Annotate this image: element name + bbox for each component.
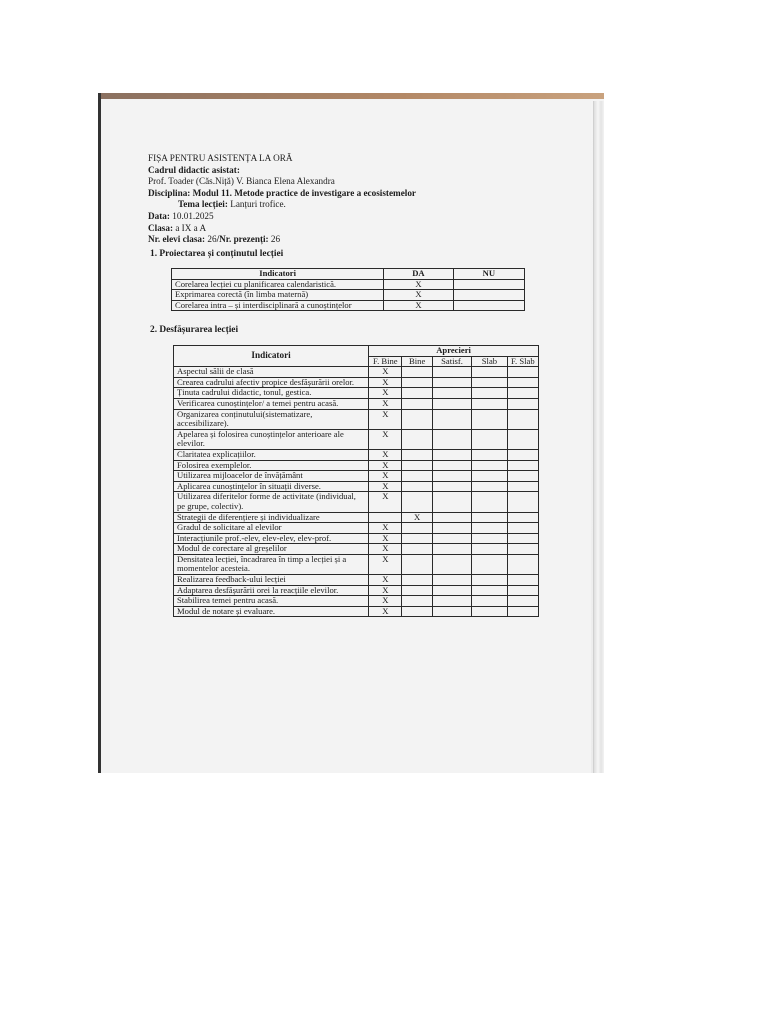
indicator-cell: Strategii de diferențiere și individualizare xyxy=(174,512,369,523)
students-value: 26 xyxy=(207,234,217,245)
mark-cell xyxy=(402,492,432,512)
students-label: Nr. elevi clasa: xyxy=(148,234,206,245)
mark-cell xyxy=(369,512,402,523)
mark-cell xyxy=(507,429,538,449)
nu-cell xyxy=(453,290,524,301)
theme-value: Lanțuri trofice. xyxy=(230,199,286,210)
mark-cell xyxy=(432,544,471,555)
mark-cell xyxy=(432,460,471,471)
indicator-cell: Stabilirea temei pentru acasă. xyxy=(174,596,369,607)
indicator-cell: Verificarea cunoștințelor/ a temei pentru acasă. xyxy=(174,398,369,409)
mark-cell: X xyxy=(369,398,402,409)
mark-cell xyxy=(472,471,507,482)
mark-cell xyxy=(507,533,538,544)
section1-col-nu: NU xyxy=(453,269,524,280)
mark-cell: X xyxy=(369,585,402,596)
indicator-cell: Apelarea și folosirea cunoștințelor anterioare ale elevilor. xyxy=(174,429,369,449)
mark-cell xyxy=(432,481,471,492)
date-line xyxy=(148,211,416,223)
section2-row xyxy=(174,429,539,449)
mark-cell xyxy=(402,554,432,574)
mark-cell xyxy=(432,533,471,544)
section1-col-indicatori: Indicatori xyxy=(172,269,384,280)
mark-cell: X xyxy=(369,575,402,586)
section2-row xyxy=(174,544,539,555)
mark-cell xyxy=(432,512,471,523)
section1-header-row xyxy=(172,269,525,280)
indicator-cell: Organizarea conținutului(sistematizare, accesibilizare). xyxy=(174,409,369,429)
mark-cell xyxy=(472,367,507,378)
mark-cell: X xyxy=(369,596,402,607)
mark-cell xyxy=(507,492,538,512)
mark-cell xyxy=(402,471,432,482)
date-label: Data: xyxy=(148,210,170,221)
mark-cell xyxy=(472,554,507,574)
da-cell: X xyxy=(384,279,453,290)
mark-cell xyxy=(507,377,538,388)
mark-cell: X xyxy=(369,471,402,482)
mark-cell xyxy=(507,544,538,555)
discipline-value: Modul 11. Metode practice de investigare a ecosistemelor xyxy=(192,187,417,198)
mark-cell xyxy=(432,388,471,399)
mark-cell xyxy=(402,575,432,586)
section2-header-row-1 xyxy=(174,346,539,357)
mark-cell xyxy=(432,554,471,574)
mark-cell xyxy=(507,606,538,617)
nu-cell xyxy=(453,300,524,311)
discipline-line xyxy=(148,188,416,200)
mark-cell xyxy=(432,596,471,607)
mark-cell xyxy=(472,596,507,607)
mark-cell: X xyxy=(369,523,402,534)
indicator-cell: Gradul de solicitare al elevilor xyxy=(174,523,369,534)
mark-cell: X xyxy=(369,492,402,512)
da-cell: X xyxy=(384,290,453,301)
mark-cell xyxy=(507,388,538,399)
mark-cell xyxy=(507,398,538,409)
mark-cell xyxy=(472,544,507,555)
mark-cell xyxy=(472,585,507,596)
mark-cell xyxy=(432,449,471,460)
mark-cell xyxy=(432,377,471,388)
mark-cell xyxy=(472,449,507,460)
form-title: FIȘA PENTRU ASISTENȚA LA ORĂ xyxy=(148,153,293,163)
mark-cell xyxy=(402,409,432,429)
mark-cell xyxy=(432,471,471,482)
mark-cell: X xyxy=(369,429,402,449)
indicator-cell: Corelarea intra – și interdisciplinară a cunoștințelor xyxy=(172,300,384,311)
mark-cell xyxy=(432,492,471,512)
rating-satisf: Satisf. xyxy=(432,356,471,367)
mark-cell xyxy=(472,429,507,449)
document-photo xyxy=(98,93,604,773)
section2-row xyxy=(174,596,539,607)
section2-row xyxy=(174,449,539,460)
mark-cell xyxy=(402,377,432,388)
mark-cell xyxy=(402,606,432,617)
rating-bine: Bine xyxy=(402,356,432,367)
mark-cell xyxy=(402,585,432,596)
indicator-cell: Modul de corectare al greșelilor xyxy=(174,544,369,555)
section2-row xyxy=(174,585,539,596)
mark-cell xyxy=(472,377,507,388)
indicator-cell: Aspectul sălii de clasă xyxy=(174,367,369,378)
mark-cell xyxy=(402,388,432,399)
mark-cell xyxy=(432,367,471,378)
mark-cell xyxy=(472,388,507,399)
indicator-cell: Interacțiunile prof.-elev, elev-elev, elev-prof. xyxy=(174,533,369,544)
indicator-cell: Aplicarea cunoștințelor în situații diverse. xyxy=(174,481,369,492)
section2-row xyxy=(174,533,539,544)
mark-cell xyxy=(507,367,538,378)
indicator-cell: Crearea cadrului afectiv propice desfășurării orelor. xyxy=(174,377,369,388)
section2-row xyxy=(174,377,539,388)
mark-cell xyxy=(472,533,507,544)
mark-cell xyxy=(402,544,432,555)
section1-row xyxy=(172,279,525,290)
indicator-cell: Folosirea exemplelor. xyxy=(174,460,369,471)
da-cell: X xyxy=(384,300,453,311)
section2-row xyxy=(174,471,539,482)
nu-cell xyxy=(453,279,524,290)
mark-cell: X xyxy=(369,367,402,378)
teacher-name xyxy=(148,176,416,188)
indicator-cell: Utilizarea mijloacelor de învățământ xyxy=(174,471,369,482)
mark-cell xyxy=(472,409,507,429)
theme-label: Tema lecției: xyxy=(178,199,228,210)
class-label: Clasa: xyxy=(148,222,174,233)
rating-f-slab: F. Slab xyxy=(507,356,538,367)
mark-cell: X xyxy=(369,554,402,574)
indicator-cell: Modul de notare și evaluare. xyxy=(174,606,369,617)
section2-row xyxy=(174,492,539,512)
indicator-cell: Utilizarea diferitelor forme de activitate (individual, pe grupe, colectiv). xyxy=(174,492,369,512)
class-value: a IX a A xyxy=(175,222,207,233)
section2-title: 2. Desfășurarea lecției xyxy=(150,325,239,335)
section2-row xyxy=(174,409,539,429)
indicator-cell: Corelarea lecției cu planificarea calendaristică. xyxy=(172,279,384,290)
mark-cell xyxy=(507,585,538,596)
section2-row xyxy=(174,367,539,378)
section2-row xyxy=(174,523,539,534)
section2-row xyxy=(174,388,539,399)
mark-cell xyxy=(472,606,507,617)
section2-table xyxy=(173,345,539,617)
section2-row xyxy=(174,481,539,492)
mark-cell xyxy=(402,523,432,534)
mark-cell xyxy=(472,512,507,523)
section2-col-indicatori: Indicatori xyxy=(174,346,369,367)
mark-cell xyxy=(472,398,507,409)
stacked-pages-edge xyxy=(593,101,604,773)
mark-cell xyxy=(402,460,432,471)
indicator-cell: Realizarea feedback-ului lecției xyxy=(174,575,369,586)
indicator-cell: Ținuta cadrului didactic, tonul, gestica. xyxy=(174,388,369,399)
rating-slab: Slab xyxy=(472,356,507,367)
discipline-label: Disciplina: xyxy=(148,187,191,198)
mark-cell: X xyxy=(369,388,402,399)
section2-col-aprecieri: Aprecieri xyxy=(369,346,539,357)
mark-cell: X xyxy=(369,377,402,388)
section1-table xyxy=(171,268,525,311)
mark-cell xyxy=(507,575,538,586)
teacher-name-value: Prof. Toader (Căs.Niță) V. Bianca Elena Alexandra xyxy=(148,176,335,187)
mark-cell xyxy=(432,429,471,449)
section2-row xyxy=(174,575,539,586)
mark-cell xyxy=(507,481,538,492)
mark-cell xyxy=(472,492,507,512)
mark-cell xyxy=(402,596,432,607)
section2-row xyxy=(174,512,539,523)
mark-cell xyxy=(402,481,432,492)
indicator-cell: Claritatea explicațiilor. xyxy=(174,449,369,460)
section2-row xyxy=(174,460,539,471)
mark-cell: X xyxy=(369,460,402,471)
mark-cell xyxy=(472,575,507,586)
mark-cell: X xyxy=(369,544,402,555)
theme-line xyxy=(148,199,416,211)
section2-row xyxy=(174,606,539,617)
mark-cell: X xyxy=(369,533,402,544)
mark-cell xyxy=(402,367,432,378)
present-label: /Nr. prezenți: xyxy=(216,234,269,245)
indicator-cell: Exprimarea corectă (în limba maternă) xyxy=(172,290,384,301)
section1-title: 1. Proiectarea și conținutul lecției xyxy=(150,249,284,259)
mark-cell xyxy=(432,575,471,586)
mark-cell xyxy=(402,398,432,409)
section2-row xyxy=(174,398,539,409)
indicator-cell: Densitatea lecției, încadrarea în timp a lecției și a momentelor acesteia. xyxy=(174,554,369,574)
mark-cell xyxy=(507,460,538,471)
rating-f-bine: F. Bine xyxy=(369,356,402,367)
mark-cell xyxy=(432,398,471,409)
mark-cell xyxy=(472,523,507,534)
mark-cell xyxy=(507,554,538,574)
section1-row xyxy=(172,300,525,311)
students-line xyxy=(148,234,416,246)
indicator-cell: Adaptarea desfășurării orei la reacțiile elevilor. xyxy=(174,585,369,596)
mark-cell xyxy=(507,409,538,429)
mark-cell: X xyxy=(369,481,402,492)
form-header xyxy=(148,153,416,246)
mark-cell: X xyxy=(369,409,402,429)
mark-cell xyxy=(432,606,471,617)
mark-cell: X xyxy=(369,449,402,460)
mark-cell xyxy=(507,523,538,534)
mark-cell xyxy=(402,429,432,449)
mark-cell xyxy=(472,460,507,471)
mark-cell xyxy=(507,596,538,607)
section2-row xyxy=(174,554,539,574)
mark-cell xyxy=(507,512,538,523)
mark-cell xyxy=(432,409,471,429)
mark-cell xyxy=(402,533,432,544)
section1-row xyxy=(172,290,525,301)
form-paper xyxy=(101,99,591,773)
mark-cell xyxy=(472,481,507,492)
teacher-label: Cadrul didactic asistat: xyxy=(148,164,240,175)
mark-cell: X xyxy=(369,606,402,617)
mark-cell xyxy=(402,449,432,460)
date-value: 10.01.2025 xyxy=(172,210,214,221)
present-value: 26 xyxy=(270,234,281,245)
mark-cell xyxy=(507,449,538,460)
mark-cell xyxy=(432,585,471,596)
section1-col-da: DA xyxy=(384,269,453,280)
mark-cell xyxy=(432,523,471,534)
mark-cell xyxy=(507,471,538,482)
class-line xyxy=(148,223,416,235)
mark-cell: X xyxy=(402,512,432,523)
